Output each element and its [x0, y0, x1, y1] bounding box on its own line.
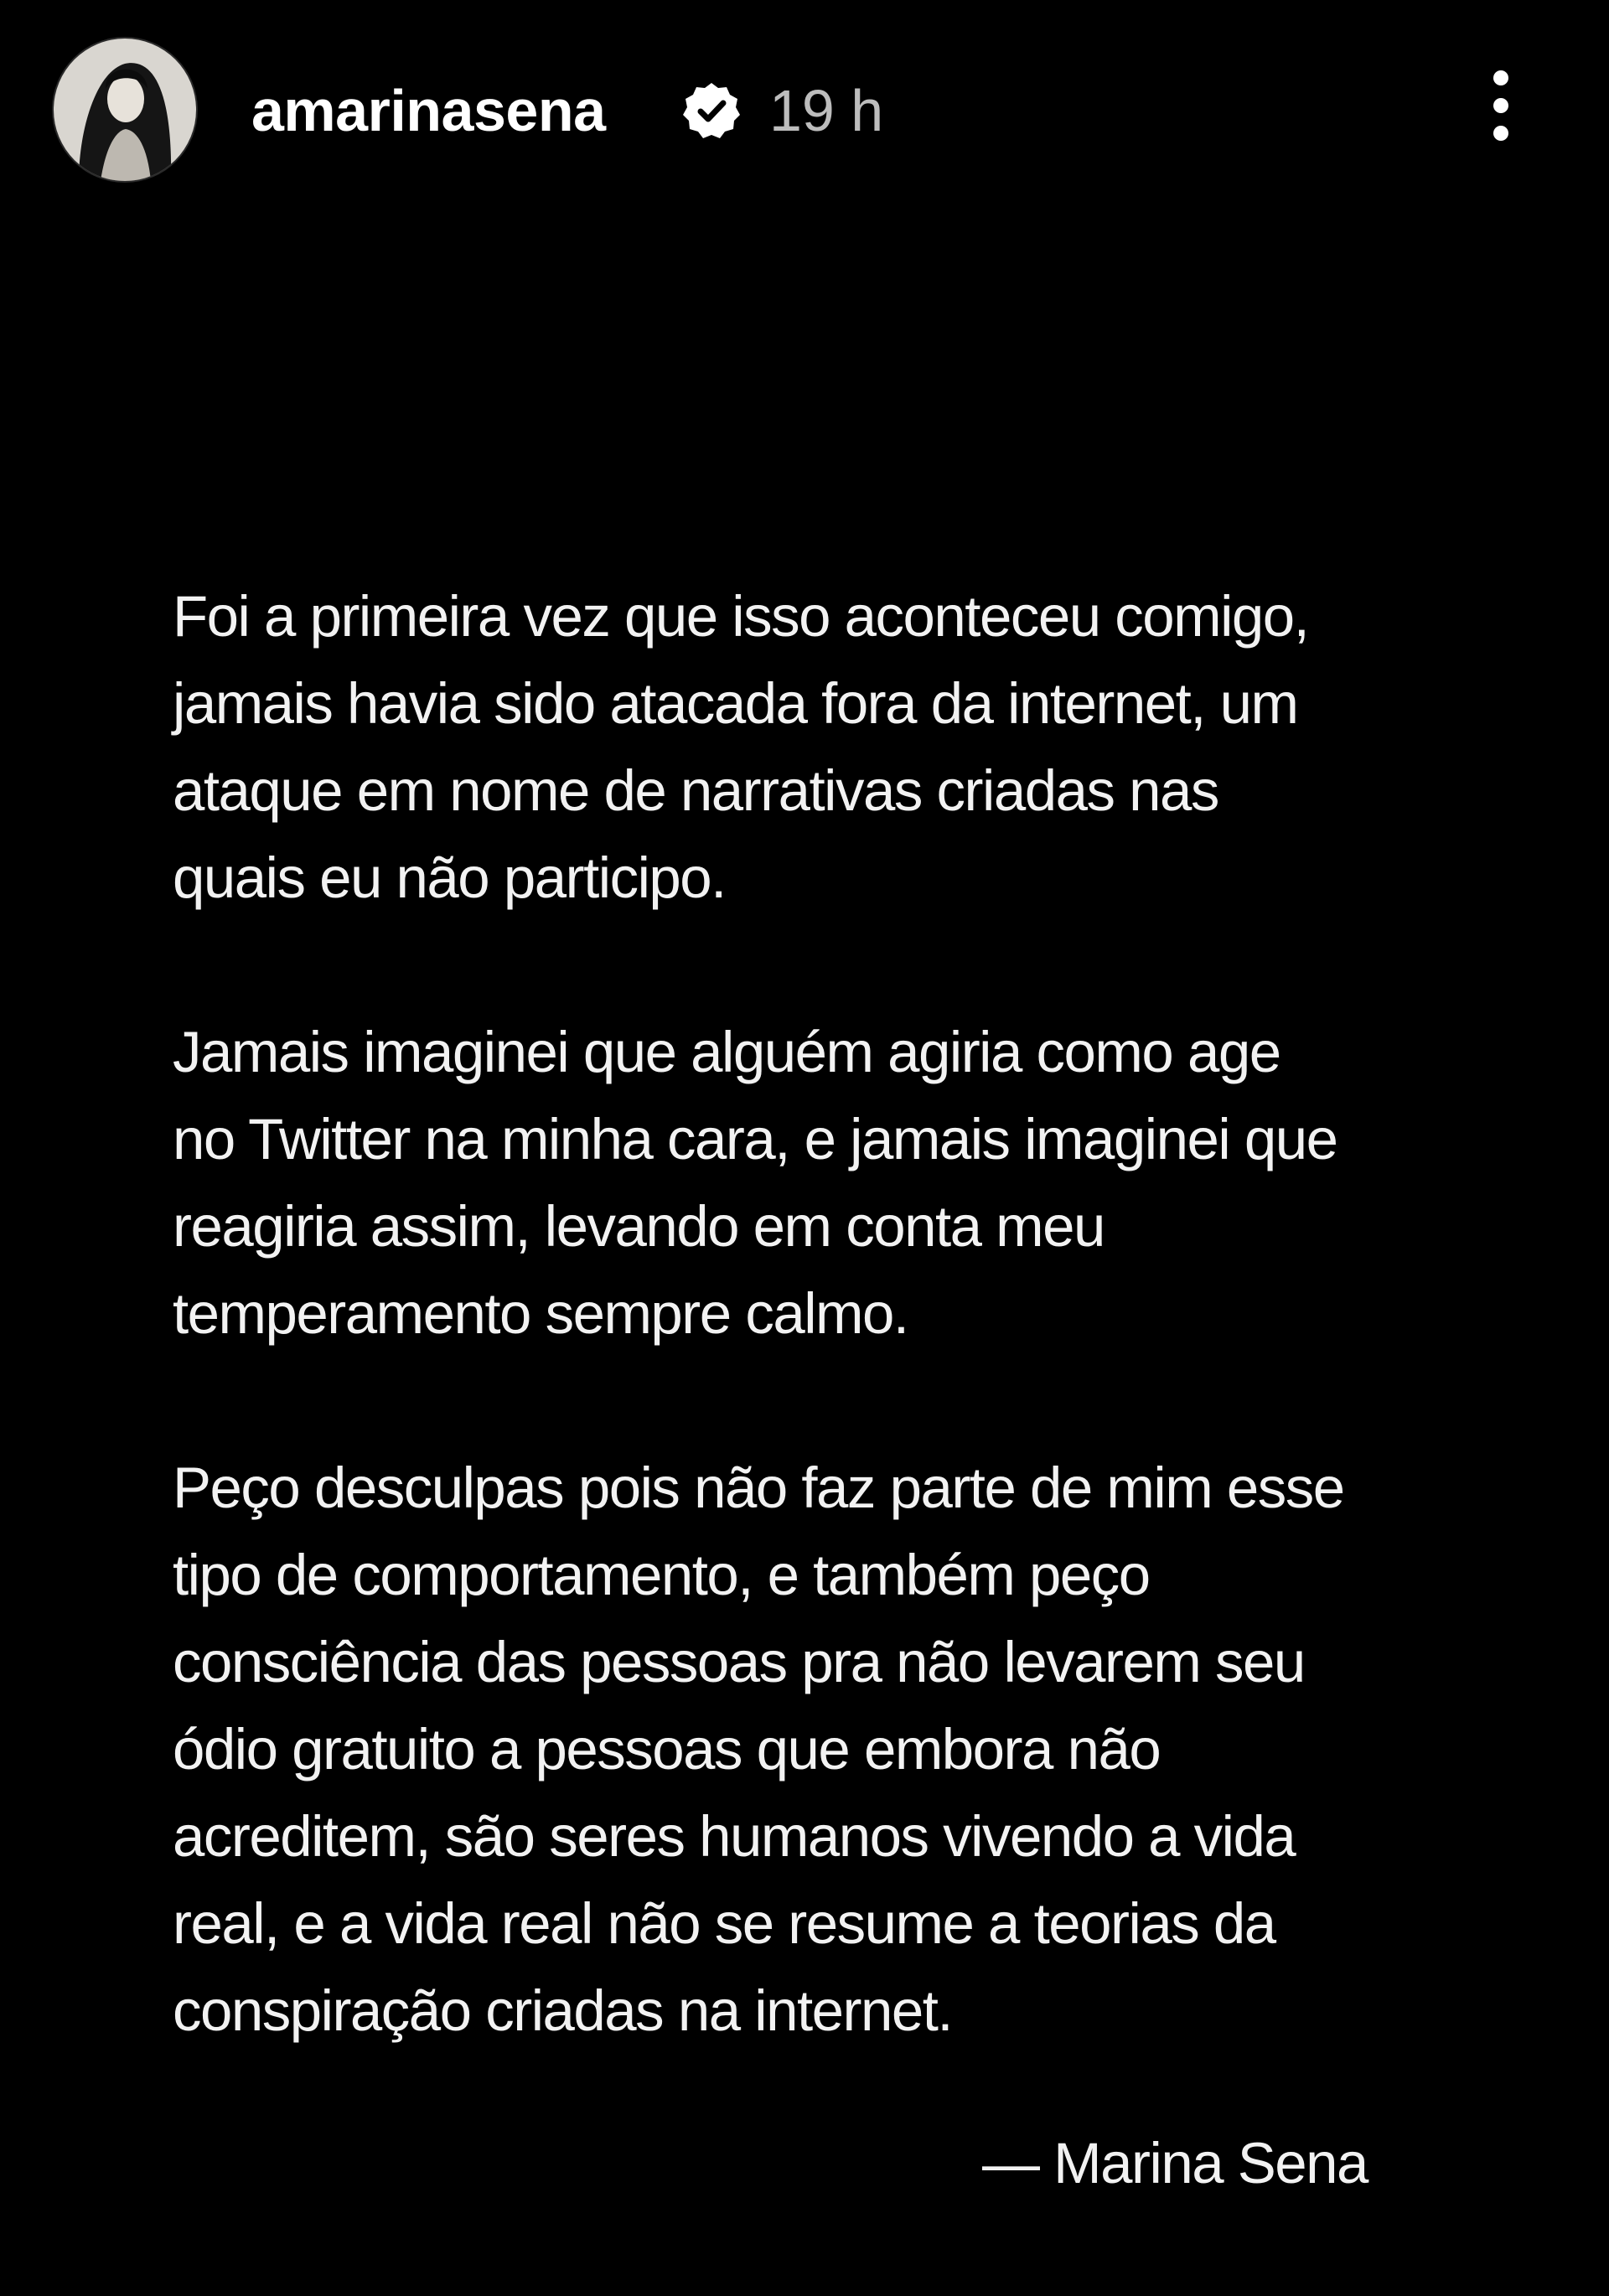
text-line: Foi a primeira vez que isso aconteceu comigo,: [173, 584, 1309, 649]
paragraph: [173, 1009, 1480, 1357]
post-time: 19 h: [769, 78, 884, 143]
story-header: [0, 0, 1609, 218]
text-line: temperamento sempre calmo.: [173, 1281, 908, 1346]
paragraph: [173, 1445, 1480, 2055]
more-vertical-icon[interactable]: [1472, 59, 1530, 153]
text-line: conspiração criadas na internet.: [173, 1978, 953, 2043]
text-line: no Twitter na minha cara, e jamais imaginei que: [173, 1107, 1337, 1171]
username[interactable]: amarinasena: [251, 78, 606, 143]
text-line: reagiria assim, levando em conta meu: [173, 1194, 1105, 1259]
text-line: quais eu não participo.: [173, 845, 726, 910]
paragraph: [173, 573, 1480, 922]
verified-badge-icon: [680, 80, 742, 142]
story-text: [173, 573, 1480, 2142]
text-line: ataque em nome de narrativas criadas nas: [173, 758, 1218, 823]
text-line: tipo de comportamento, e também peço: [173, 1543, 1150, 1607]
text-line: real, e a vida real não se resume a teorias da: [173, 1891, 1275, 1956]
signature: — Marina Sena: [982, 2131, 1368, 2195]
text-line: Peço desculpas pois não faz parte de mim esse: [173, 1456, 1344, 1520]
text-line: jamais havia sido atacada fora da internet, um: [173, 671, 1298, 736]
text-line: Jamais imaginei que alguém agiria como age: [173, 1020, 1280, 1084]
text-line: consciência das pessoas pra não levarem seu: [173, 1630, 1305, 1694]
text-line: acreditem, são seres humanos vivendo a vida: [173, 1804, 1296, 1869]
avatar[interactable]: [54, 39, 196, 181]
avatar-photo: [54, 39, 196, 181]
text-line: ódio gratuito a pessoas que embora não: [173, 1717, 1161, 1781]
